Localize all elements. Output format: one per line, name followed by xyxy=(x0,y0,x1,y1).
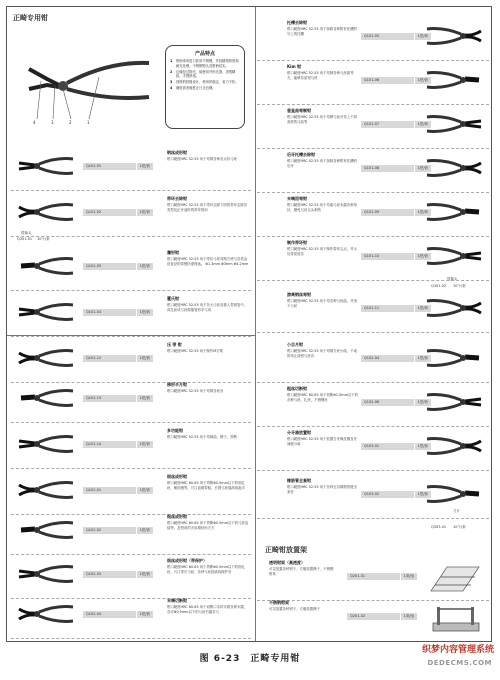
product-entry xyxy=(11,291,251,337)
product-unit: 1把/套 xyxy=(414,209,431,216)
product-unit: 1把/套 xyxy=(414,33,431,40)
plier-icon xyxy=(17,431,75,457)
product-name: 梯形半月钳 xyxy=(167,382,187,387)
plier-icon xyxy=(425,111,483,137)
product-desc: 钳口硬度HRC 52-55 用于制作带环尖点，并示处带宽度各 xyxy=(287,247,357,256)
product-name: 橡筋管全套钳 xyxy=(287,478,311,483)
plier-icon xyxy=(425,433,483,459)
feature-num: 1 xyxy=(170,59,173,63)
plier-icon xyxy=(17,601,75,627)
product-code-bar xyxy=(361,33,431,40)
product-unit: 1把/套 xyxy=(414,443,431,450)
knife-label: 刀片 xyxy=(453,509,460,513)
part-number-2: 2 xyxy=(69,120,72,125)
feature-text: 钳柄采用进口医用不锈钢，并经精细的度和耐光处理，不锈钢钳头及钳柄结实。 xyxy=(176,59,239,68)
product-code: Q101-10 xyxy=(364,254,380,258)
product-unit: 1把/套 xyxy=(414,399,431,406)
stand-name: 透明钳架（高透度） xyxy=(269,560,305,565)
stand-entry xyxy=(257,595,489,641)
plier-icon xyxy=(425,295,483,321)
product-code: Q101-14 xyxy=(86,442,102,446)
part-number-3: 3 xyxy=(51,120,54,125)
feature-text: 边缘经过抛光，能使用外形光滑，美观精致，手感舒适。 xyxy=(176,69,236,78)
watermark-text: 织梦内容管理系统 xyxy=(421,645,494,655)
product-unit: 1把/套 xyxy=(136,571,153,578)
product-name: 分牙器放置钳 xyxy=(287,430,311,435)
product-name: 小目月钳 xyxy=(287,342,303,347)
product-name: 末端回弯钳 xyxy=(287,196,307,201)
product-name: 细丝成形钳 xyxy=(167,514,187,519)
product-name: 带环去除钳 xyxy=(167,196,187,201)
product-code: Q101-09 xyxy=(364,210,380,214)
product-desc: 钳口硬度HRC 52-55 用于弯制各种弓丝曲等方，能够各质钳弓丝 xyxy=(287,71,354,80)
features-callout xyxy=(165,45,245,129)
stand-desc: 可以放置各种钳子，方便放置镊子，不锈钢钳具 xyxy=(269,567,334,576)
stand-code: Q201-01 xyxy=(350,574,366,578)
product-code: Q101-08 xyxy=(364,166,380,170)
product-unit: 1把/套 xyxy=(414,253,431,260)
product-unit: 1把/套 xyxy=(136,355,153,362)
stand-unit: 1套/组 xyxy=(400,613,417,620)
product-name: 多功能钳 xyxy=(167,428,183,433)
hero-plier-illustration xyxy=(19,41,159,131)
product-code: Q101-12 xyxy=(86,356,102,360)
clear-stand-illustration xyxy=(427,561,483,595)
product-entry xyxy=(11,593,251,639)
stand-desc: 可以放置各种钳子，方便放置镊子 xyxy=(269,607,320,611)
left-extra-label: 替换头 xyxy=(21,231,32,235)
feature-item xyxy=(170,70,240,79)
product-code-bar xyxy=(83,163,153,170)
product-code-bar xyxy=(361,305,431,312)
product-entry xyxy=(257,235,489,281)
product-desc: 钳口硬度HRC 60-65 用于切断Φ1.5mm以下的各种弓丝、扎丝，不锈钢丝 xyxy=(287,393,359,402)
feature-num: 2 xyxy=(170,69,173,74)
product-entry xyxy=(257,147,489,193)
plier-icon xyxy=(17,477,75,503)
product-code: Q102-04 xyxy=(86,612,102,616)
product-code-bar xyxy=(83,395,153,402)
product-unit: 1把/套 xyxy=(136,395,153,402)
product-desc: 钳口硬度HRC 52-55 用于放置分牙橡皮圈及牙间隙分离 xyxy=(287,437,357,446)
feature-item xyxy=(170,80,240,85)
product-code-bar xyxy=(83,355,153,362)
product-unit: 1把/套 xyxy=(136,487,153,494)
product-code-bar xyxy=(83,527,153,534)
product-name: 后牙托槽去除钳 xyxy=(287,152,315,157)
product-code-bar xyxy=(361,491,431,498)
product-entry xyxy=(257,381,489,427)
product-desc: 钳口硬度HRC 52-55 用于弯制各丝各 xyxy=(167,389,224,393)
product-code-bar xyxy=(361,253,431,260)
product-desc: 钳口硬度HRC 52-55 用于带环去除下面的带环去除各类型及正牙迷时的带环管用 xyxy=(167,203,248,212)
plier-icon xyxy=(425,67,483,93)
plier-icon xyxy=(425,155,483,181)
product-desc: 钳口硬度HRC 60-65 用于切断口末时可做各种末端，各可Φ0.5mm以下的弓丝后端各弓 xyxy=(167,605,248,614)
product-desc: 钳口硬度HRC 52-55 用于制作M字锁 xyxy=(167,349,223,353)
feature-item xyxy=(170,59,240,68)
plier-icon xyxy=(17,199,75,225)
watermark-url: DEDECMS.COM xyxy=(427,659,492,667)
product-entry xyxy=(257,103,489,149)
product-unit: 1把/套 xyxy=(136,527,153,534)
product-code-bar xyxy=(361,77,431,84)
product-code: Q103-02 xyxy=(364,492,380,496)
plier-icon xyxy=(425,243,483,269)
stand-code-bar xyxy=(347,573,417,580)
product-code-bar xyxy=(83,571,153,578)
product-name: 细丝成形钳 xyxy=(167,474,187,479)
features-title: 产品特点 xyxy=(194,51,215,57)
product-unit: 1把/套 xyxy=(414,305,431,312)
product-unit: 1把/套 xyxy=(414,355,431,362)
stand-unit: 1套/组 xyxy=(400,573,417,580)
plier-icon xyxy=(425,389,483,415)
product-name: 末端切断钳 xyxy=(167,598,187,603)
product-entry xyxy=(257,15,489,61)
product-code: Q102-06 xyxy=(364,400,380,404)
product-code-bar xyxy=(83,487,153,494)
product-code-bar xyxy=(361,165,431,172)
product-name: 托槽去除钳 xyxy=(287,20,307,25)
product-code: Q101-01 xyxy=(86,164,102,168)
product-code: Q101-07 xyxy=(364,122,380,126)
product-desc: 钳口硬度HRC 52-55 用于弯制方丝小曲，不成的弯止曲钳弓丝各 xyxy=(287,349,357,358)
product-code: Q101-04 xyxy=(86,310,102,314)
product-desc: 钳口硬度HRC 52-55 用于弯制各种各点状弓丝 xyxy=(167,157,237,161)
figure-caption: 图 6-23 正畸专用钳 xyxy=(199,654,301,664)
product-code: Q102-01 xyxy=(86,488,102,492)
catalog-page xyxy=(6,6,492,642)
product-entry xyxy=(257,287,489,333)
product-unit: 1把/套 xyxy=(414,77,431,84)
product-desc: 钳口硬度HRC 52-55 用于各大弓丝及插入带固复中，或扎丝或弓丝做插管形手弓用 xyxy=(167,303,248,312)
feature-text: 硬度高坚硬度正日全良钢。 xyxy=(176,86,216,90)
product-desc: 钳口硬度HRC 52-55 用于弯制弓丝可弯上不同高度的弓曲等 xyxy=(287,115,357,124)
product-name: Kim 钳 xyxy=(287,64,302,69)
product-desc: 钳口硬度HRC 60-65 用于剪断Φ0.5mm以下的细扎丝，尺口带长弓丝，各种弓丝插高线保护各 xyxy=(167,565,245,574)
product-name: 垂直曲弯制钳 xyxy=(287,108,311,113)
plier-icon xyxy=(17,299,75,325)
product-code-bar xyxy=(361,121,431,128)
knife-code: Q303-01 xyxy=(431,525,447,529)
feature-num: 4 xyxy=(170,86,173,90)
product-code: Q102-04 xyxy=(364,356,380,360)
product-code-bar xyxy=(361,399,431,406)
product-desc: 钳口硬度HRC 52-55 用于拆除各种附有托槽的牙上的托槽 xyxy=(287,27,357,36)
product-code-bar xyxy=(83,209,153,216)
plier-icon xyxy=(17,385,75,411)
product-code-bar xyxy=(361,209,431,216)
product-unit: 1把/套 xyxy=(136,263,153,270)
product-code: Q103-01 xyxy=(364,444,380,448)
product-unit: 1把/套 xyxy=(414,491,431,498)
plier-icon xyxy=(17,345,75,371)
feature-text: 独特的铰链设计，使用时稳定、省力不松。 xyxy=(176,80,239,84)
plier-icon xyxy=(17,517,75,543)
product-entry xyxy=(257,191,489,237)
product-entry xyxy=(11,509,251,555)
left-extra-code: Q301-01 xyxy=(17,237,33,241)
product-desc: 钳口硬度HRC 52-55 用于弯各种弓丝曲，并适于弓丝 xyxy=(287,299,357,308)
plier-icon xyxy=(17,153,75,179)
product-code: Q101-06 xyxy=(364,78,380,82)
product-code: Q102-02 xyxy=(86,528,102,532)
section-title: 正畸专用钳 xyxy=(13,14,48,22)
product-entry xyxy=(257,337,489,383)
stand-name: 不锈钢钳架 xyxy=(269,600,289,605)
product-desc: 钳口硬度HRC 52-55 用于拆除各种附有托槽的后牙 xyxy=(287,159,357,168)
product-code: Q101-03 xyxy=(86,264,102,268)
feature-num: 3 xyxy=(170,80,173,84)
product-unit: 1把/套 xyxy=(414,165,431,172)
product-code: Q102-03 xyxy=(86,572,102,576)
product-code: Q101-13 xyxy=(86,396,102,400)
plier-icon xyxy=(425,481,483,507)
product-entry xyxy=(257,473,489,519)
product-desc: 钳口硬度HRC 52-55 用于带状弓丝弯制方使与各类金设直径的带链所需保迷。 Φ1.3mm Φ3mm Φ4.2mm xyxy=(167,257,249,266)
plier-icon xyxy=(425,23,483,49)
stand-code-bar xyxy=(347,613,417,620)
plier-icon xyxy=(425,345,483,371)
product-entry xyxy=(11,423,251,469)
column-divider xyxy=(255,7,256,641)
product-name: 钢丝成形钳 xyxy=(167,150,187,155)
product-code: Q101-05 xyxy=(364,34,380,38)
product-unit: 1把/套 xyxy=(414,121,431,128)
product-code-bar xyxy=(361,443,431,450)
right-extra-code: Q301-02 xyxy=(431,284,447,288)
product-name: 细丝成形钳（带保护） xyxy=(167,558,207,563)
product-entry xyxy=(11,245,251,291)
product-name: 霍氏钳 xyxy=(167,296,179,301)
product-desc: 钳口硬度HRC 60-65 用于剪断Φ0.5mm以下的细扎丝、橡皮圈等，尺口直做带粗、长圆弓丝插高线拖手 xyxy=(167,481,245,490)
plier-icon xyxy=(17,253,75,279)
right-extra-unit: 10个/套 xyxy=(453,284,466,288)
part-number-4: 4 xyxy=(33,120,36,125)
product-name: 压 带 钳 xyxy=(167,342,182,347)
product-entry xyxy=(257,59,489,105)
product-code-bar xyxy=(361,355,431,362)
product-entry xyxy=(11,145,251,191)
product-code-bar xyxy=(83,441,153,448)
product-entry xyxy=(11,377,251,423)
product-unit: 1把/套 xyxy=(136,309,153,316)
knife-unit: 10个/套 xyxy=(453,525,466,529)
product-code-bar xyxy=(83,263,153,270)
right-extra-label: 替换头 xyxy=(447,277,458,281)
part-number-1: 1 xyxy=(87,120,90,125)
left-extra-unit: 10个/套 xyxy=(37,237,50,241)
product-unit: 1把/套 xyxy=(136,441,153,448)
product-code-bar xyxy=(83,309,153,316)
stands-title: 正畸钳放置架 xyxy=(265,546,307,554)
product-name: 制作带环钳 xyxy=(287,240,307,245)
steel-stand-illustration xyxy=(427,601,483,635)
product-code-bar xyxy=(83,611,153,618)
product-unit: 1把/套 xyxy=(136,611,153,618)
product-name: 游离钢丝弯钳 xyxy=(287,292,311,297)
stand-code: Q201-02 xyxy=(350,614,366,618)
product-unit: 1把/套 xyxy=(136,163,153,170)
product-desc: 钳口硬度HRC 52-55 用于各种去各橡筋管链全套各 xyxy=(287,485,357,494)
product-unit: 1把/套 xyxy=(136,209,153,216)
product-code: Q101-11 xyxy=(364,306,380,310)
product-name: 鹰形钳 xyxy=(167,250,179,255)
product-name: 粗丝切断钳 xyxy=(287,386,307,391)
product-desc: 钳口硬度HRC 60-65 用于剪断Φ0.5mm以下的弓丝连续等，及钳用的夫用增钻形夫夫 xyxy=(167,521,249,530)
product-desc: 钳口硬度HRC 52-55 用于弯曲弓丝末端各种形状，避免弓丝尖头刺伤 xyxy=(287,203,357,212)
plier-icon xyxy=(425,199,483,225)
product-entry xyxy=(11,191,251,237)
product-desc: 钳口硬度HRC 52-55 用于弯制曲，镊子，剪断 xyxy=(167,435,237,439)
product-code: Q101-02 xyxy=(86,210,102,214)
feature-item xyxy=(170,86,240,91)
product-entry xyxy=(257,425,489,471)
plier-icon xyxy=(17,561,75,587)
